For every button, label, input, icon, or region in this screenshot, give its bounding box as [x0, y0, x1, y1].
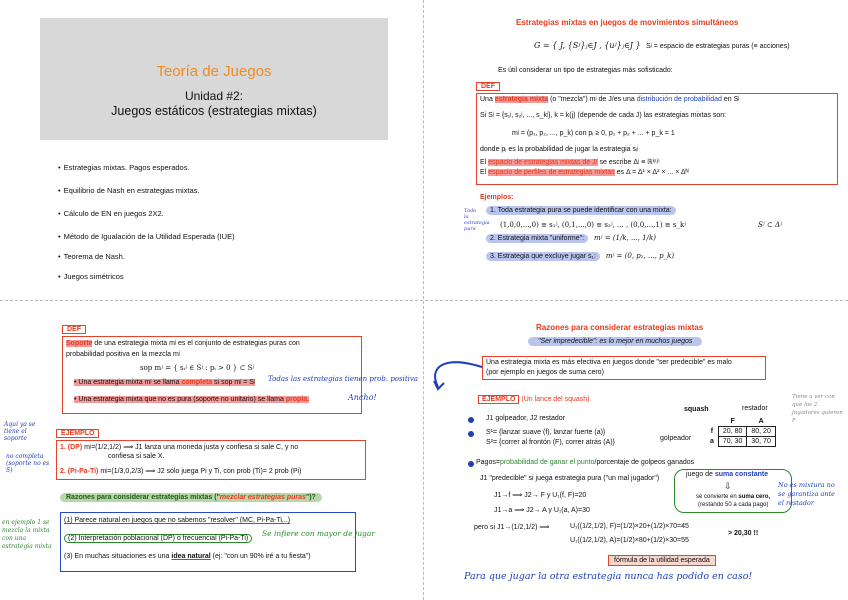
- game-definition: G = { J, {Sʲ}ⱼ∈J , {uʲ}ⱼ∈J }: [534, 41, 641, 50]
- example-pi: [60, 467, 302, 475]
- def-text: si sop mʲ = Sʲ: [214, 379, 256, 386]
- probability-note: donde pᵢ es la probabilidad de jugar la estrategia sᵢʲ: [480, 146, 639, 153]
- def-text: en Sʲ: [723, 96, 740, 103]
- example-dp: [60, 443, 298, 451]
- mixed-strategy-term: estrategia mixta: [494, 96, 549, 103]
- handwritten-annotation: Ancho!: [348, 393, 377, 402]
- example-1-vectors: (1,0,0,...,0) ≡ s₁ʲ, (0,1,...,0) ≡ s₂ʲ, ... , (0,0,...,1) ≡ s_kʲ: [500, 221, 687, 229]
- comparison: > 20,30 !!: [728, 530, 759, 537]
- golpeador-label: golpeador: [660, 435, 692, 442]
- handwritten-annotation: no completa (soporte no es S): [6, 453, 50, 474]
- complete-strategy-line: [74, 379, 255, 386]
- handwritten-annotation: Tiene a ver con que los 2 jugadores quieren F: [792, 394, 843, 424]
- table-row: [706, 427, 775, 437]
- payoff-table: [706, 417, 776, 447]
- expected-utility-A: U₁((1/2,1/2), A)=(1/2)×80+(1/2)×30=55: [570, 537, 689, 544]
- slide-title: Razones para considerar estrategias mixtas: [536, 323, 704, 332]
- probability-distribution-term: distribución de probabilidad: [636, 96, 722, 103]
- zero-sum-note: (restando 50 a cada pago): [698, 502, 769, 508]
- list-item: • Cálculo de EN en juegos 2X2.: [58, 209, 164, 218]
- handwritten-annotation: en ejemplo 1 se mezcla la mixta con una estrategia mixta: [2, 519, 52, 550]
- pure-case-1: J1→f ⟹ J2→ F y U₁(f, F)=20: [494, 492, 587, 499]
- def-line-1: [480, 96, 739, 103]
- zero-sum-line: [696, 494, 770, 500]
- complete-term: completa: [181, 379, 213, 386]
- def-text: Una: [480, 96, 493, 103]
- mixed-space-line: [480, 158, 660, 166]
- reasons-emphasis: mezclar estrategias puras: [219, 494, 306, 501]
- expected-utility-F: U₁((1/2,1/2), F)=(1/2)×20+(1/2)×70=45: [570, 523, 689, 530]
- slide-title: Estrategias mixtas en juegos de movimientos simultáneos: [516, 18, 739, 27]
- natural-idea-term: idea natural: [171, 553, 211, 560]
- unpredictable-pill: "Ser impredecible": es lo mejor en muchos juegos: [528, 337, 702, 346]
- example-text: mʲ=(1/3,0,2/3) ⟹ J2 sólo juega Pi y Ti, con prob (Ti)= 2 prob (Pi): [100, 468, 302, 475]
- s1-line: S¹= {lanzar suave (f), lanzar fuerte (a)}: [486, 429, 606, 436]
- proper-strategy-highlight: • Una estrategia mixta que no es pura (soporte no unitario) se llama propia.: [74, 396, 310, 403]
- profile-space-line: [480, 169, 689, 176]
- def-text: Una estrategia mixta que no es pura (soporte no unitario) se llama: [78, 396, 284, 403]
- intro-text: Es útil considerar un tipo de estrategias más sofisticado:: [498, 67, 673, 74]
- payoff-text: /porcentaje de golpeos ganados: [594, 459, 695, 466]
- list-item: • Equilibrio de Nash en estrategias mixtas.: [58, 186, 200, 195]
- mixed-case-intro: pero si J1→(1/2,1/2) ⟹: [474, 524, 550, 531]
- def-text: (o "mezcla") mʲ de J/es una: [550, 96, 635, 103]
- definition-box: [476, 82, 840, 186]
- example-3: [486, 252, 674, 260]
- handwritten-annotation: Todas las estrategias tienen prob. positiva: [268, 375, 419, 383]
- def-label: DEF: [62, 325, 86, 334]
- mixed-space-term: espacio de estrategias mixtas de J/: [488, 159, 598, 166]
- proper-term: propia.: [285, 396, 310, 403]
- handwritten-annotation: Todo la estrategia pura: [464, 208, 490, 232]
- slide-subtitle: Juegos estáticos (estrategias mixtas): [111, 104, 317, 118]
- example-game: (Pi-Pa-Ti): [67, 468, 99, 475]
- def-text: de una estrategia mixta mʲ es el conjunto de estrategias puras con: [94, 340, 300, 347]
- reason-1: (1) Parece natural en juegos que no sabemos "resolver" (MC, Pi-Pa-Ti,..): [64, 517, 291, 524]
- unit-label: Unidad #2:: [184, 89, 244, 103]
- slide-1: [0, 0, 423, 300]
- reasons-text: ")?: [305, 494, 316, 501]
- slide-2: [424, 0, 848, 300]
- row-header: a: [710, 438, 714, 445]
- win-probability-term: probabilidad de ganar el punto: [499, 459, 595, 466]
- support-term: Soporte: [66, 340, 93, 347]
- handwritten-annotation: No es mixtura no se garantiza ante el restador: [778, 481, 836, 507]
- handwritten-annotation: Para que jugar la otra estrategia nunca has podido en caso!: [464, 571, 753, 582]
- table-header-row: [706, 417, 775, 427]
- s2-line: S²= {correr al frontón (F), correr atrás (A)}: [486, 439, 615, 446]
- example-subtitle: (Un lance del squash): [521, 396, 590, 403]
- payoff-cell: 30, 70: [747, 437, 775, 447]
- predictable-line: J1 "predecible" si juega estrategia pura ("un mal jugador"): [480, 475, 660, 482]
- squash-label: squash: [684, 406, 709, 413]
- intro-line-1: Una estrategia mixta es más efectiva en juegos donde "ser predecible" es malo: [486, 359, 732, 366]
- reasons-text: Razones para considerar estrategias mixtas (": [66, 494, 220, 501]
- pure-case-2: J1→a ⟹ J2→ A y U₁(a, A)=30: [494, 507, 590, 514]
- def-text: El: [480, 169, 487, 176]
- payoff-text: Pagos=: [476, 459, 500, 466]
- def-text: se escribe Δʲ ≡ ℝᵏ⁽ʲ⁾: [599, 159, 660, 166]
- list-item: • Juegos simétricos: [58, 272, 124, 281]
- example-dp-cont: confiesa si sale X.: [108, 453, 165, 460]
- bullet-icon: [468, 461, 474, 467]
- example-game: (DP): [67, 444, 83, 451]
- list-item: • Teorema de Nash.: [58, 252, 125, 261]
- example-label: EJEMPLO: [478, 395, 519, 404]
- example-number: 2.: [60, 468, 66, 475]
- list-item: • Estrategias mixtas. Pagos esperados.: [58, 163, 190, 172]
- example-2-label: 2. Estrategia mixta "uniforme":: [486, 234, 588, 243]
- def-text: Una estrategia mixta mʲ se llama: [78, 379, 180, 386]
- constant-sum-term: suma constante: [714, 471, 769, 478]
- example-3-formula: mʲ = (0, p₂, ..., p_k): [605, 252, 675, 260]
- restador-label: restador: [742, 405, 768, 412]
- payoff-cell: 70, 30: [718, 437, 746, 447]
- table-corner: [706, 417, 718, 427]
- reason-text: (ej: "con un 90% iré a tu fiesta"): [212, 553, 311, 560]
- column-header: F: [730, 418, 735, 425]
- example-label: EJEMPLO: [56, 429, 99, 438]
- slide-title: Teoría de Juegos: [156, 63, 272, 80]
- pure-strategies-line: Si Sʲ = {s₁ʲ, s₂ʲ, ..., s_kʲ}, k = k(j) (depende de cada J) las estrategias mixtas son:: [480, 112, 727, 119]
- reason-2: (2) Interpretación poblacional (DP) o frecuencial (Pi-Pa-Ti): [64, 534, 252, 543]
- slide-3: [0, 301, 423, 600]
- def-text: El: [480, 159, 487, 166]
- curved-arrow-icon: [424, 353, 486, 393]
- payoff-note: [476, 459, 694, 466]
- mixed-strategy-vector: mʲ = (p₁, p₂, ..., p_k) con pᵢ ≥ 0, p₁ + p₂ + ... + p_k = 1: [512, 130, 675, 137]
- list-item: • Método de Igualación de la Utilidad Esperada (IUE): [58, 232, 235, 241]
- expected-utility-formula-box: fórmula de la utilidad esperada: [608, 555, 716, 566]
- complete-strategy-highlight: • Una estrategia mixta mʲ se llama completa si sop mʲ = Sʲ: [74, 379, 256, 386]
- def-label: DEF: [476, 82, 500, 91]
- table-row: [706, 437, 775, 447]
- slide-4: [424, 301, 848, 600]
- example-1-subset: Sʲ ⊂ Δʲ: [758, 221, 782, 229]
- example-heading: [478, 396, 590, 403]
- row-header: f: [710, 428, 714, 435]
- bullet-icon: [468, 417, 474, 423]
- support-def-line-1: [66, 340, 300, 347]
- example-text: mʲ=(1/2,1/2) ⟹ J1 lanza una moneda justa y confiesa si sale C, y no: [84, 444, 299, 451]
- handwritten-annotation: Se infiere con mayor de jugar: [262, 529, 375, 538]
- column-header: A: [758, 418, 764, 425]
- title-block: [40, 18, 388, 140]
- reason-3: [64, 553, 311, 560]
- note-text: se convierte en: [696, 494, 737, 500]
- example-1: 1. Toda estrategia pura se puede identificar con una mixta:: [486, 206, 676, 215]
- note-text: juego de: [686, 471, 713, 478]
- example-number: 1.: [60, 444, 66, 451]
- examples-title: Ejemplos:: [480, 194, 514, 201]
- bullet-icon: [468, 431, 474, 437]
- reasons-pill: [60, 493, 322, 502]
- example-2: [486, 234, 656, 242]
- constant-sum-line: [686, 471, 768, 478]
- strategy-space-definition: Sʲ = espacio de estrategias puras (≡ acciones): [646, 43, 790, 50]
- down-arrow-icon: ⇩: [724, 481, 732, 491]
- handwritten-annotation: Aquí ya se tiene el soporte: [4, 421, 36, 442]
- profile-space-term: espacio de perfiles de estrategias mixtas: [488, 169, 615, 176]
- reason-text: (3) En muchas situaciones es una: [64, 553, 170, 560]
- payoff-cell: 80, 20: [747, 427, 775, 437]
- zero-sum-term: suma cero,: [738, 494, 771, 500]
- players-line: J1 golpeador, J2 restador: [486, 415, 565, 422]
- support-formula: sop mʲ = { sᵢʲ ∈ Sʲ : pᵢ > 0 } ⊂ Sʲ: [140, 364, 255, 372]
- example-3-label: 3. Estrategia que excluye jugar s₁:: [486, 252, 600, 261]
- payoff-cell: 20, 80: [718, 427, 746, 437]
- proper-strategy-line: [74, 396, 309, 403]
- example-2-formula: mʲ = (1/k, ..., 1/k): [594, 234, 656, 242]
- intro-line-2: (por ejemplo en juegos de suma cero): [486, 369, 604, 376]
- support-def-line-2: probabilidad positiva en la mezcla mʲ: [66, 351, 180, 358]
- def-text: es Δ = Δ¹ × Δ² × ... × Δᴺ: [616, 169, 689, 176]
